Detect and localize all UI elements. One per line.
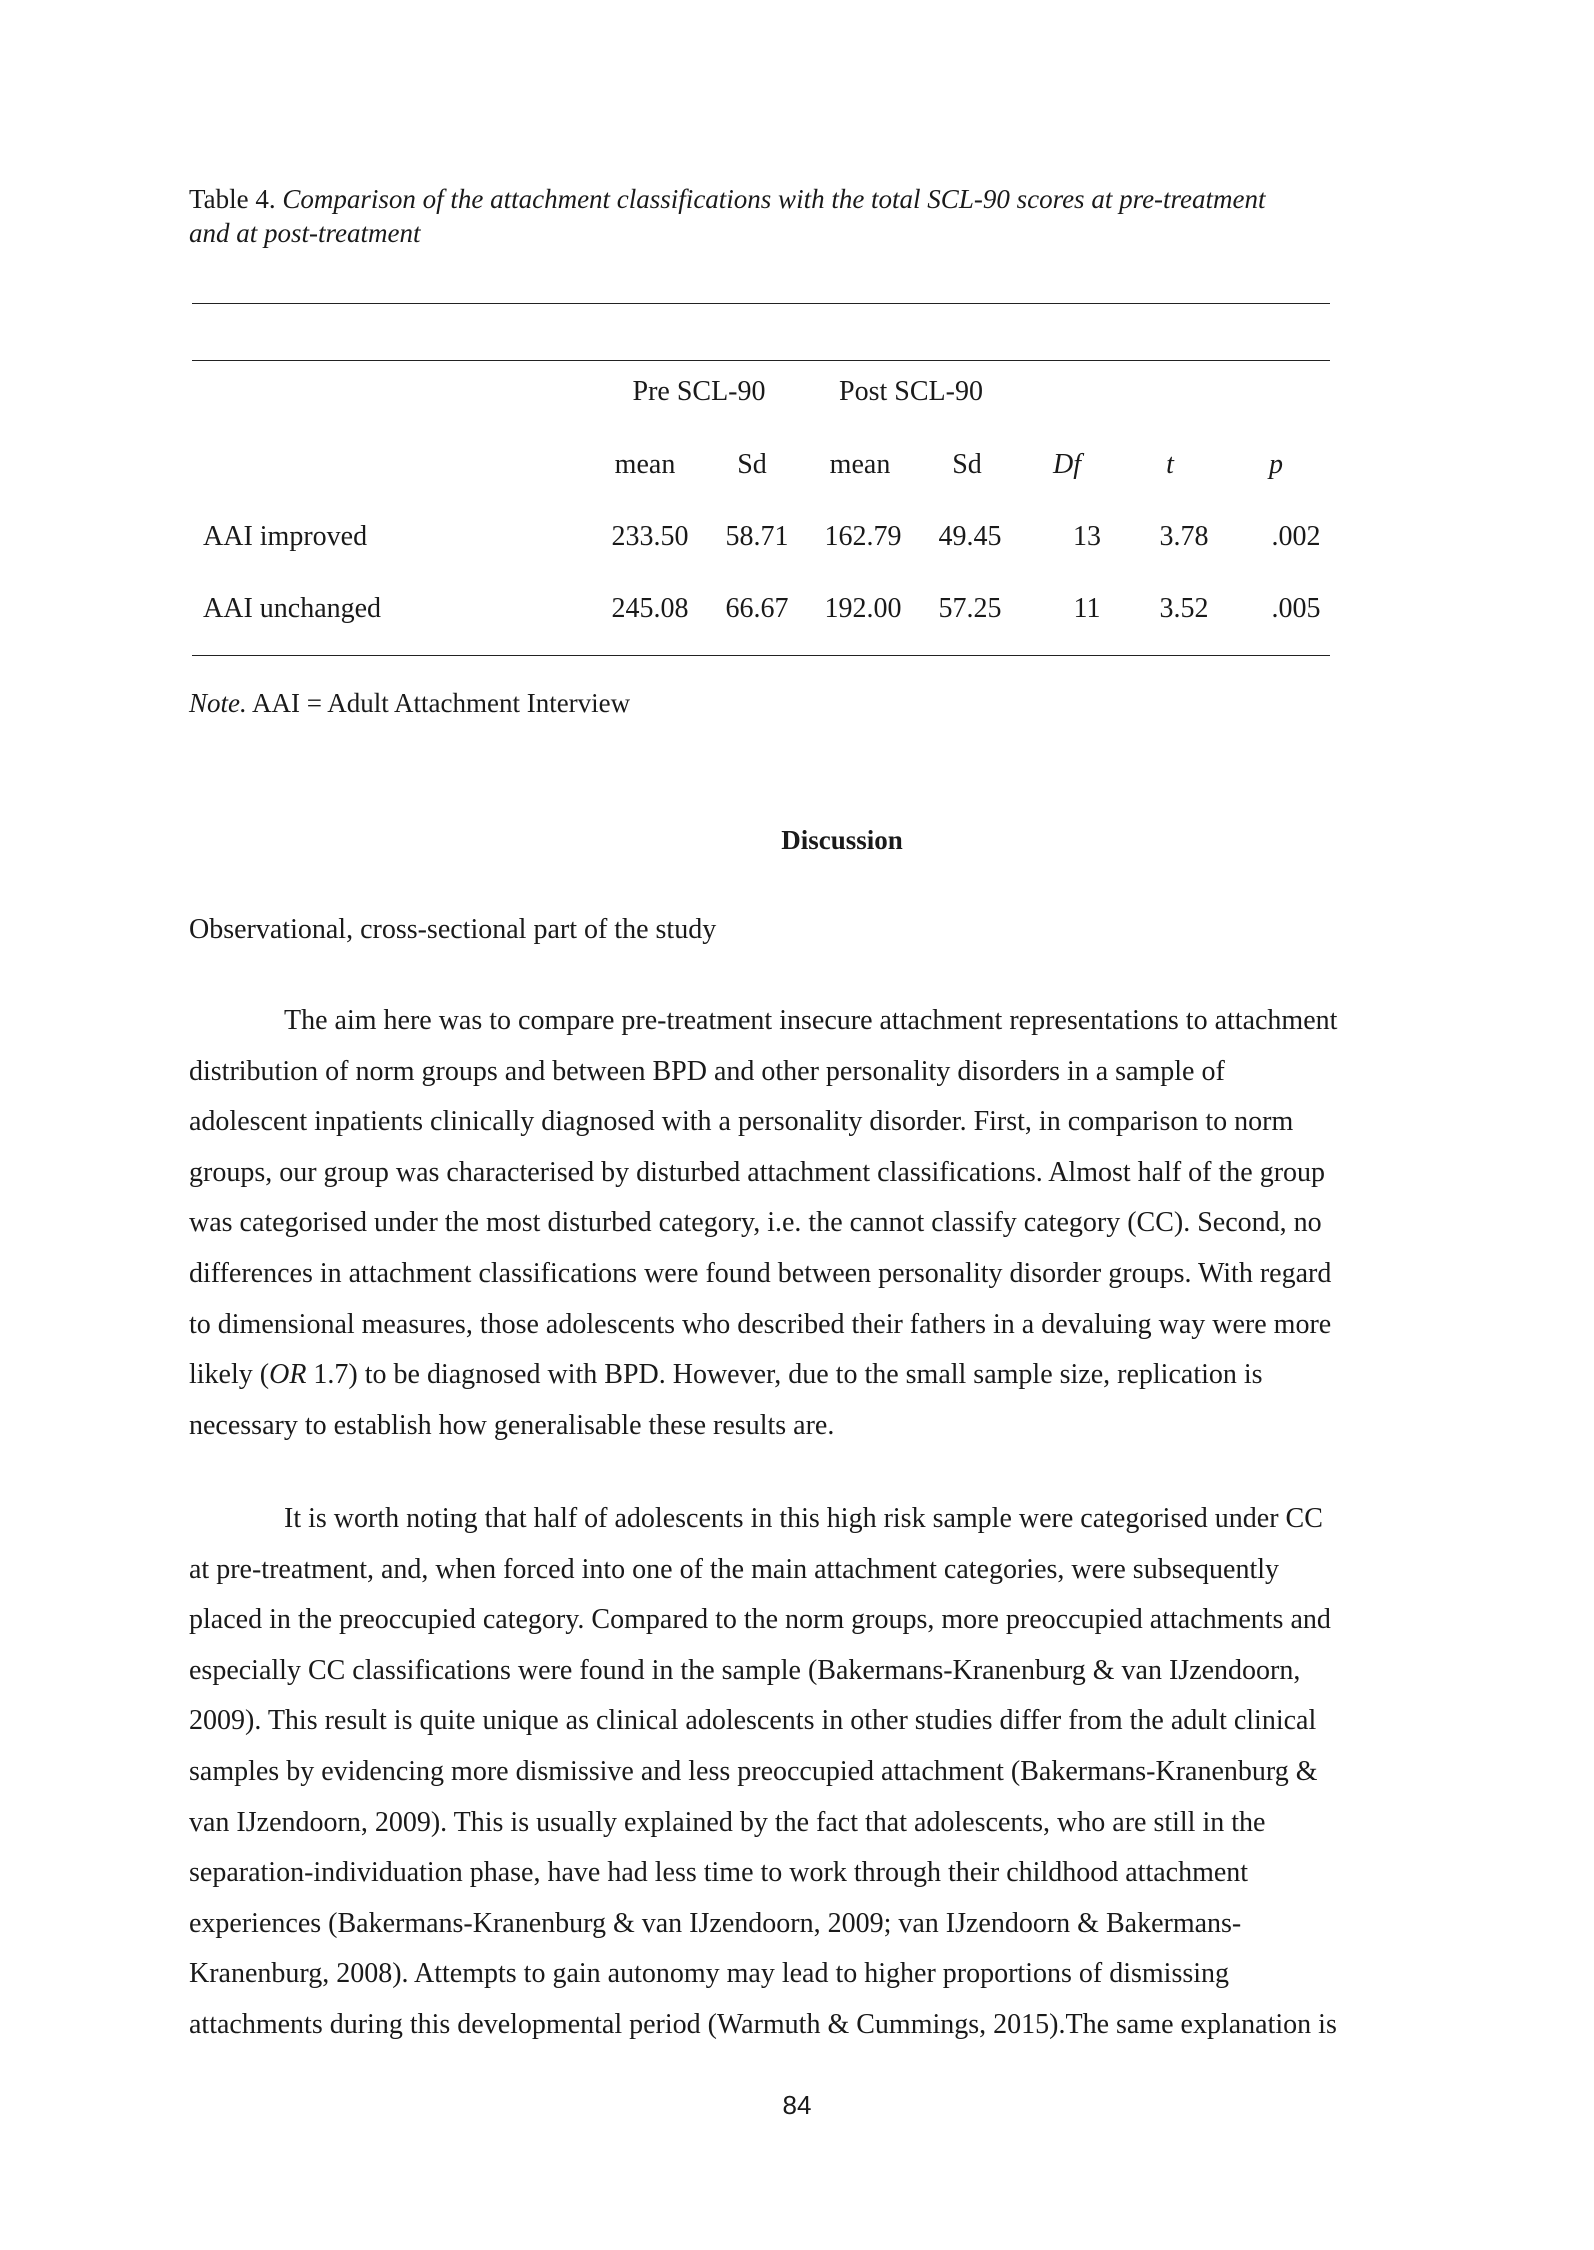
group-header-post: Post SCL-90	[839, 376, 983, 407]
paragraph-line: necessary to establish how generalisable these results are.	[189, 1409, 835, 1441]
table-cell: 66.67	[725, 593, 789, 624]
paragraph-2	[189, 1494, 1419, 2051]
odds-ratio-symbol: OR	[269, 1359, 307, 1391]
paragraph-line: The aim here was to compare pre-treatment insecure attachment representations to attachment	[284, 1005, 1338, 1036]
paragraph-line: separation-individuation phase, have had less time to work through their childhood attachment	[189, 1857, 1249, 1889]
table-title	[189, 184, 1266, 248]
paragraph-line: van IJzendoorn, 2009). This is usually explained by the fact that adolescents, who are still in the	[189, 1806, 1266, 1838]
table-title-line-1: Comparison of the attachment classifications with the total SCL-90 scores at pre-treatment	[282, 184, 1266, 214]
column-header-post-sd: Sd	[952, 449, 982, 480]
paragraph-line: Kranenburg, 2008). Attempts to gain autonomy may lead to higher proportions of dismissing	[189, 1958, 1230, 1990]
paragraph-line: was categorised under the most disturbed category, i.e. the cannot classify category (CC). Second, no	[189, 1207, 1322, 1239]
table-note	[189, 686, 630, 720]
paragraph-line: at pre-treatment, and, when forced into one of the main attachment categories, were subsequently	[189, 1553, 1280, 1585]
table-cell: 49.45	[938, 521, 1002, 552]
paragraph-line: It is worth noting that half of adolescents in this high risk sample were categorised under CC	[284, 1503, 1323, 1534]
table-cell: 11	[1073, 593, 1101, 624]
table-cell: 192.00	[824, 593, 902, 624]
paragraph-line: samples by evidencing more dismissive and less preoccupied attachment (Bakermans-Kranenburg &	[189, 1755, 1318, 1787]
table-cell: 57.25	[938, 593, 1002, 624]
table-note-label: Note.	[189, 688, 247, 718]
paragraph-line: groups, our group was characterised by disturbed attachment classifications. Almost half of the group	[189, 1156, 1326, 1188]
column-header-pre-mean: mean	[614, 449, 676, 480]
table-bottom-rule	[192, 655, 1330, 656]
table-top-rule	[192, 303, 1330, 304]
paragraph-line: especially CC classifications were found in the sample (Bakermans-Kranenburg & van IJzendoorn,	[189, 1654, 1301, 1686]
table-label: Table 4.	[189, 184, 276, 214]
table-header-rule	[192, 360, 1330, 361]
table-cell: 245.08	[611, 593, 689, 624]
paragraph-text-run: likely (	[189, 1359, 270, 1391]
paragraph-line: to dimensional measures, those adolescents who described their fathers in a devaluing way were more	[189, 1308, 1332, 1340]
page-number: 84	[782, 2090, 812, 2120]
paragraph-line: placed in the preoccupied category. Compared to the norm groups, more preoccupied attachments and	[189, 1604, 1331, 1636]
table-cell: .002	[1271, 521, 1321, 552]
row-label-aai-improved: AAI improved	[203, 521, 368, 552]
paragraph-line: differences in attachment classifications were found between personality disorder groups. With regard	[189, 1257, 1332, 1289]
table-cell: 233.50	[611, 521, 689, 552]
paragraph-text-run: 1.7) to be diagnosed with BPD. However, due to the small sample size, replication is	[306, 1359, 1263, 1391]
table-cell: .005	[1271, 593, 1321, 624]
group-header-pre: Pre SCL-90	[632, 376, 766, 407]
table-caption	[189, 182, 1409, 250]
paragraph-line: adolescent inpatients clinically diagnosed with a personality disorder. First, in comparison to norm	[189, 1106, 1294, 1138]
paragraph-line: experiences (Bakermans-Kranenburg & van IJzendoorn, 2009; van IJzendoorn & Bakermans-	[189, 1907, 1242, 1939]
table-cell: 13	[1073, 521, 1101, 552]
table-cell: 3.78	[1159, 521, 1209, 552]
paragraph-line: 2009). This result is quite unique as clinical adolescents in other studies differ from the adult clinical	[189, 1705, 1317, 1737]
table-title-line-2: and at post-treatment	[189, 218, 421, 248]
section-heading: Discussion	[781, 825, 903, 855]
column-header-post-mean: mean	[829, 449, 891, 480]
paragraph-line: distribution of norm groups and between BPD and other personality disorders in a sample of	[189, 1055, 1225, 1087]
paragraph-line: attachments during this developmental period (Warmuth & Cummings, 2015).The same explanation is	[189, 2008, 1337, 2040]
row-label-aai-unchanged: AAI unchanged	[203, 593, 382, 624]
column-header-p: p	[1269, 449, 1283, 480]
table-cell: 162.79	[824, 521, 902, 552]
column-header-df: Df	[1053, 449, 1081, 480]
table-cell: 3.52	[1159, 593, 1209, 624]
table-note-text: AAI = Adult Attachment Interview	[252, 688, 631, 718]
section-subheading: Observational, cross-sectional part of the study	[189, 914, 717, 945]
column-header-t: t	[1166, 449, 1174, 480]
paragraph-1	[189, 996, 1419, 1451]
table-cell: 58.71	[725, 521, 789, 552]
paragraph-line-mixed	[189, 1350, 1419, 1401]
column-header-pre-sd: Sd	[737, 449, 767, 480]
